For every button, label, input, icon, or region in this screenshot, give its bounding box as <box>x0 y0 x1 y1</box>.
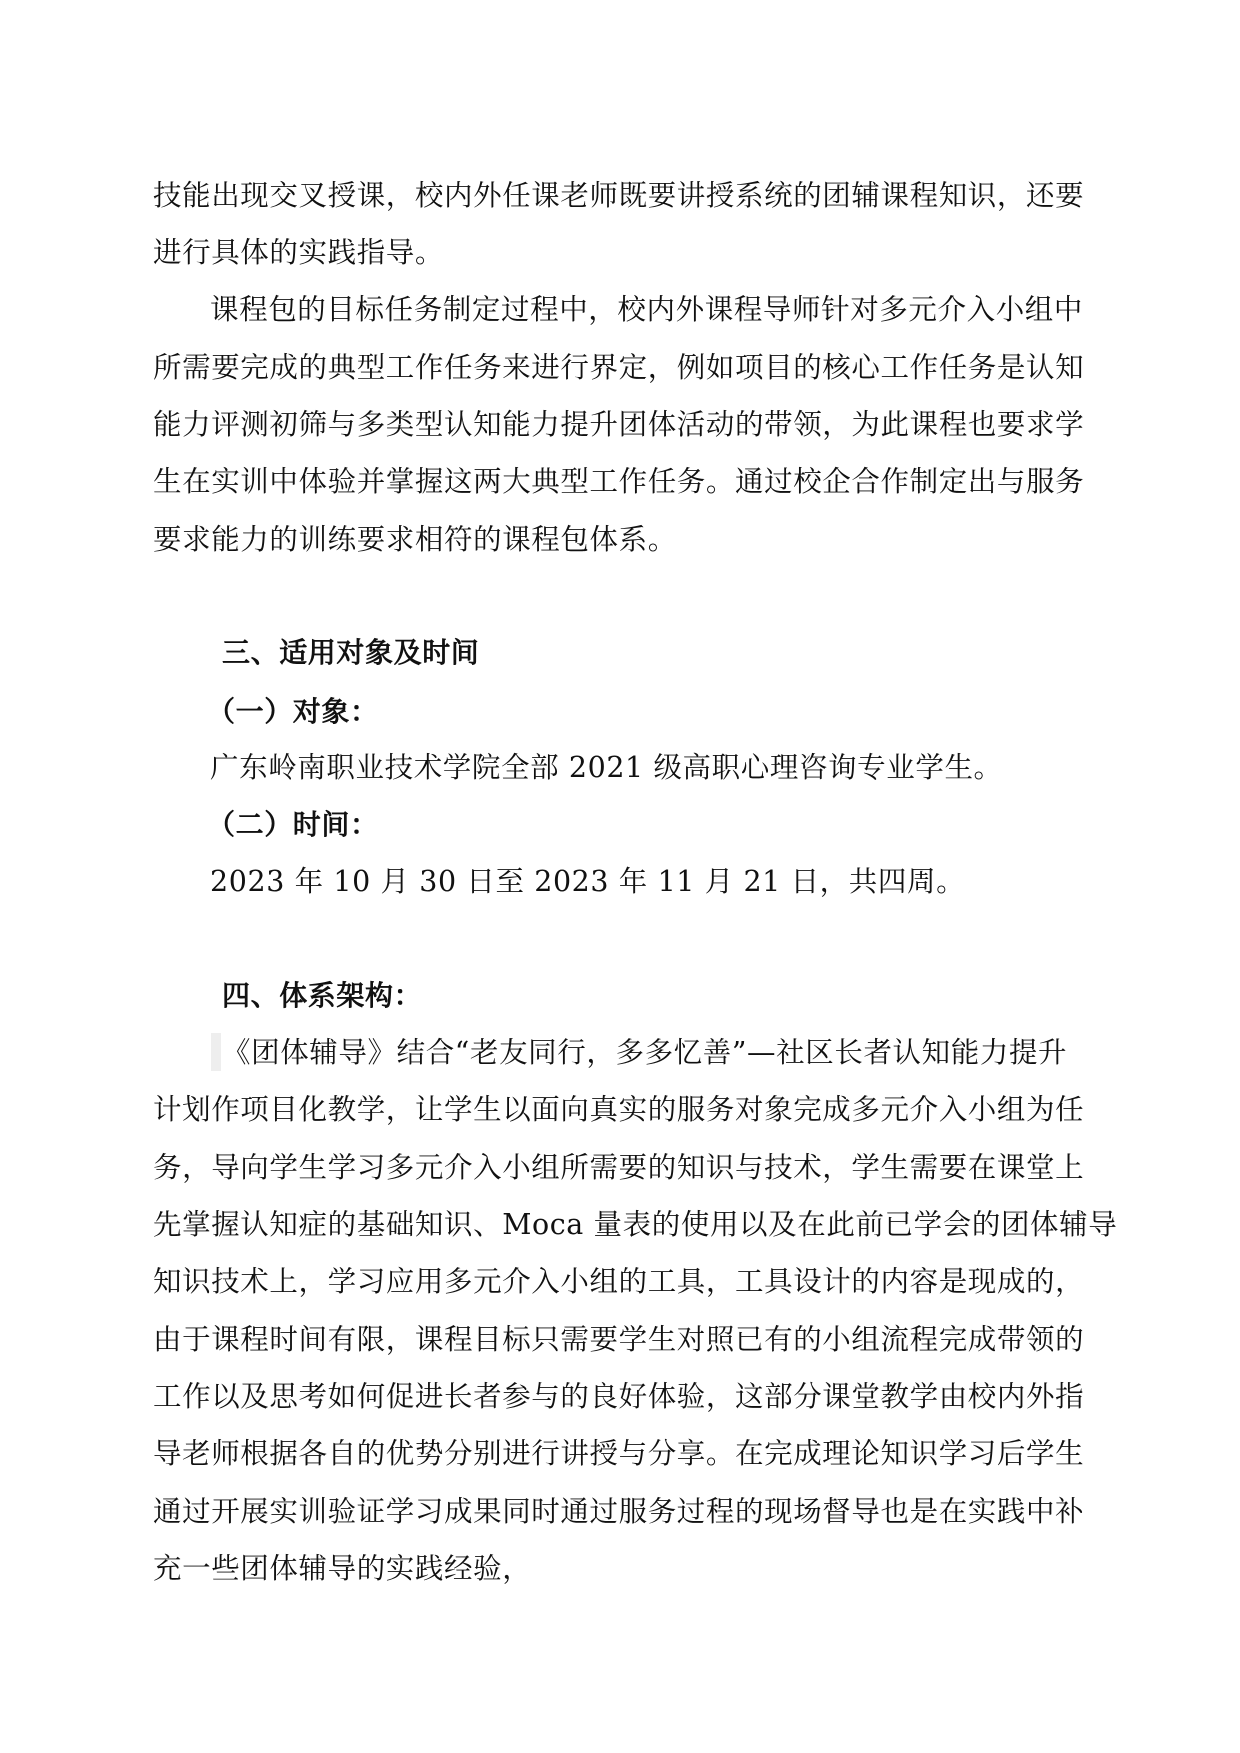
paragraph2-line-3: 能力评测初筛与多类型认知能力提升团体活动的带领，为此课程也要求学 <box>153 408 1085 441</box>
section3-sub2-text: 2023 年 10 月 30 日至 2023 年 11 月 21 日，共四周。 <box>210 865 966 898</box>
section3-sub1-heading: （一）对象： <box>207 695 379 728</box>
section3-heading: 三、适用对象及时间 <box>222 636 480 669</box>
section4-line-7: 工作以及思考如何促进长者参与的良好体验，这部分课堂教学由校内外指 <box>153 1380 1085 1413</box>
section4-line-2: 计划作项目化教学，让学生以面向真实的服务对象完成多元介入小组为任 <box>153 1093 1085 1126</box>
paragraph2-line-4: 生在实训中体验并掌握这两大典型工作任务。通过校企合作制定出与服务 <box>153 465 1085 498</box>
section4-line-6: 由于课程时间有限，课程目标只需要学生对照已有的小组流程完成带领的 <box>153 1323 1085 1356</box>
paragraph1-line-2: 进行具体的实践指导。 <box>153 236 445 269</box>
paragraph2-line-5: 要求能力的训练要求相符的课程包体系。 <box>153 523 677 556</box>
section4-line-10: 充一些团体辅导的实践经验， <box>153 1552 532 1585</box>
paragraph2-line-1: 课程包的目标任务制定过程中，校内外课程导师针对多元介入小组中 <box>210 293 1084 326</box>
section3-sub2-heading: （二）时间： <box>207 808 379 841</box>
section4-line-5: 知识技术上，学习应用多元介入小组的工具，工具设计的内容是现成的， <box>153 1265 1085 1298</box>
section3-sub1-text: 广东岭南职业技术学院全部 2021 级高职心理咨询专业学生。 <box>210 751 1003 784</box>
section4-line-8: 导老师根据各自的优势分别进行讲授与分享。在完成理论知识学习后学生 <box>153 1437 1085 1470</box>
section4-line-9: 通过开展实训验证学习成果同时通过服务过程的现场督导也是在实践中补 <box>153 1495 1085 1528</box>
paragraph2-line-2: 所需要完成的典型工作任务来进行界定，例如项目的核心工作任务是认知 <box>153 351 1085 384</box>
section4-line-4: 先掌握认知症的基础知识、Moca 量表的使用以及在此前已学会的团体辅导 <box>153 1208 1118 1241</box>
highlight-mark <box>211 1033 221 1071</box>
section4-line-1: 《团体辅导》结合“老友同行，多多忆善”—社区长者认知能力提升 <box>222 1036 1068 1069</box>
section4-line-3: 务，导向学生学习多元介入小组所需要的知识与技术，学生需要在课堂上 <box>153 1151 1085 1184</box>
paragraph1-line-1: 技能出现交叉授课，校内外任课老师既要讲授系统的团辅课程知识，还要 <box>153 179 1085 212</box>
section4-heading: 四、体系架构： <box>222 979 423 1012</box>
